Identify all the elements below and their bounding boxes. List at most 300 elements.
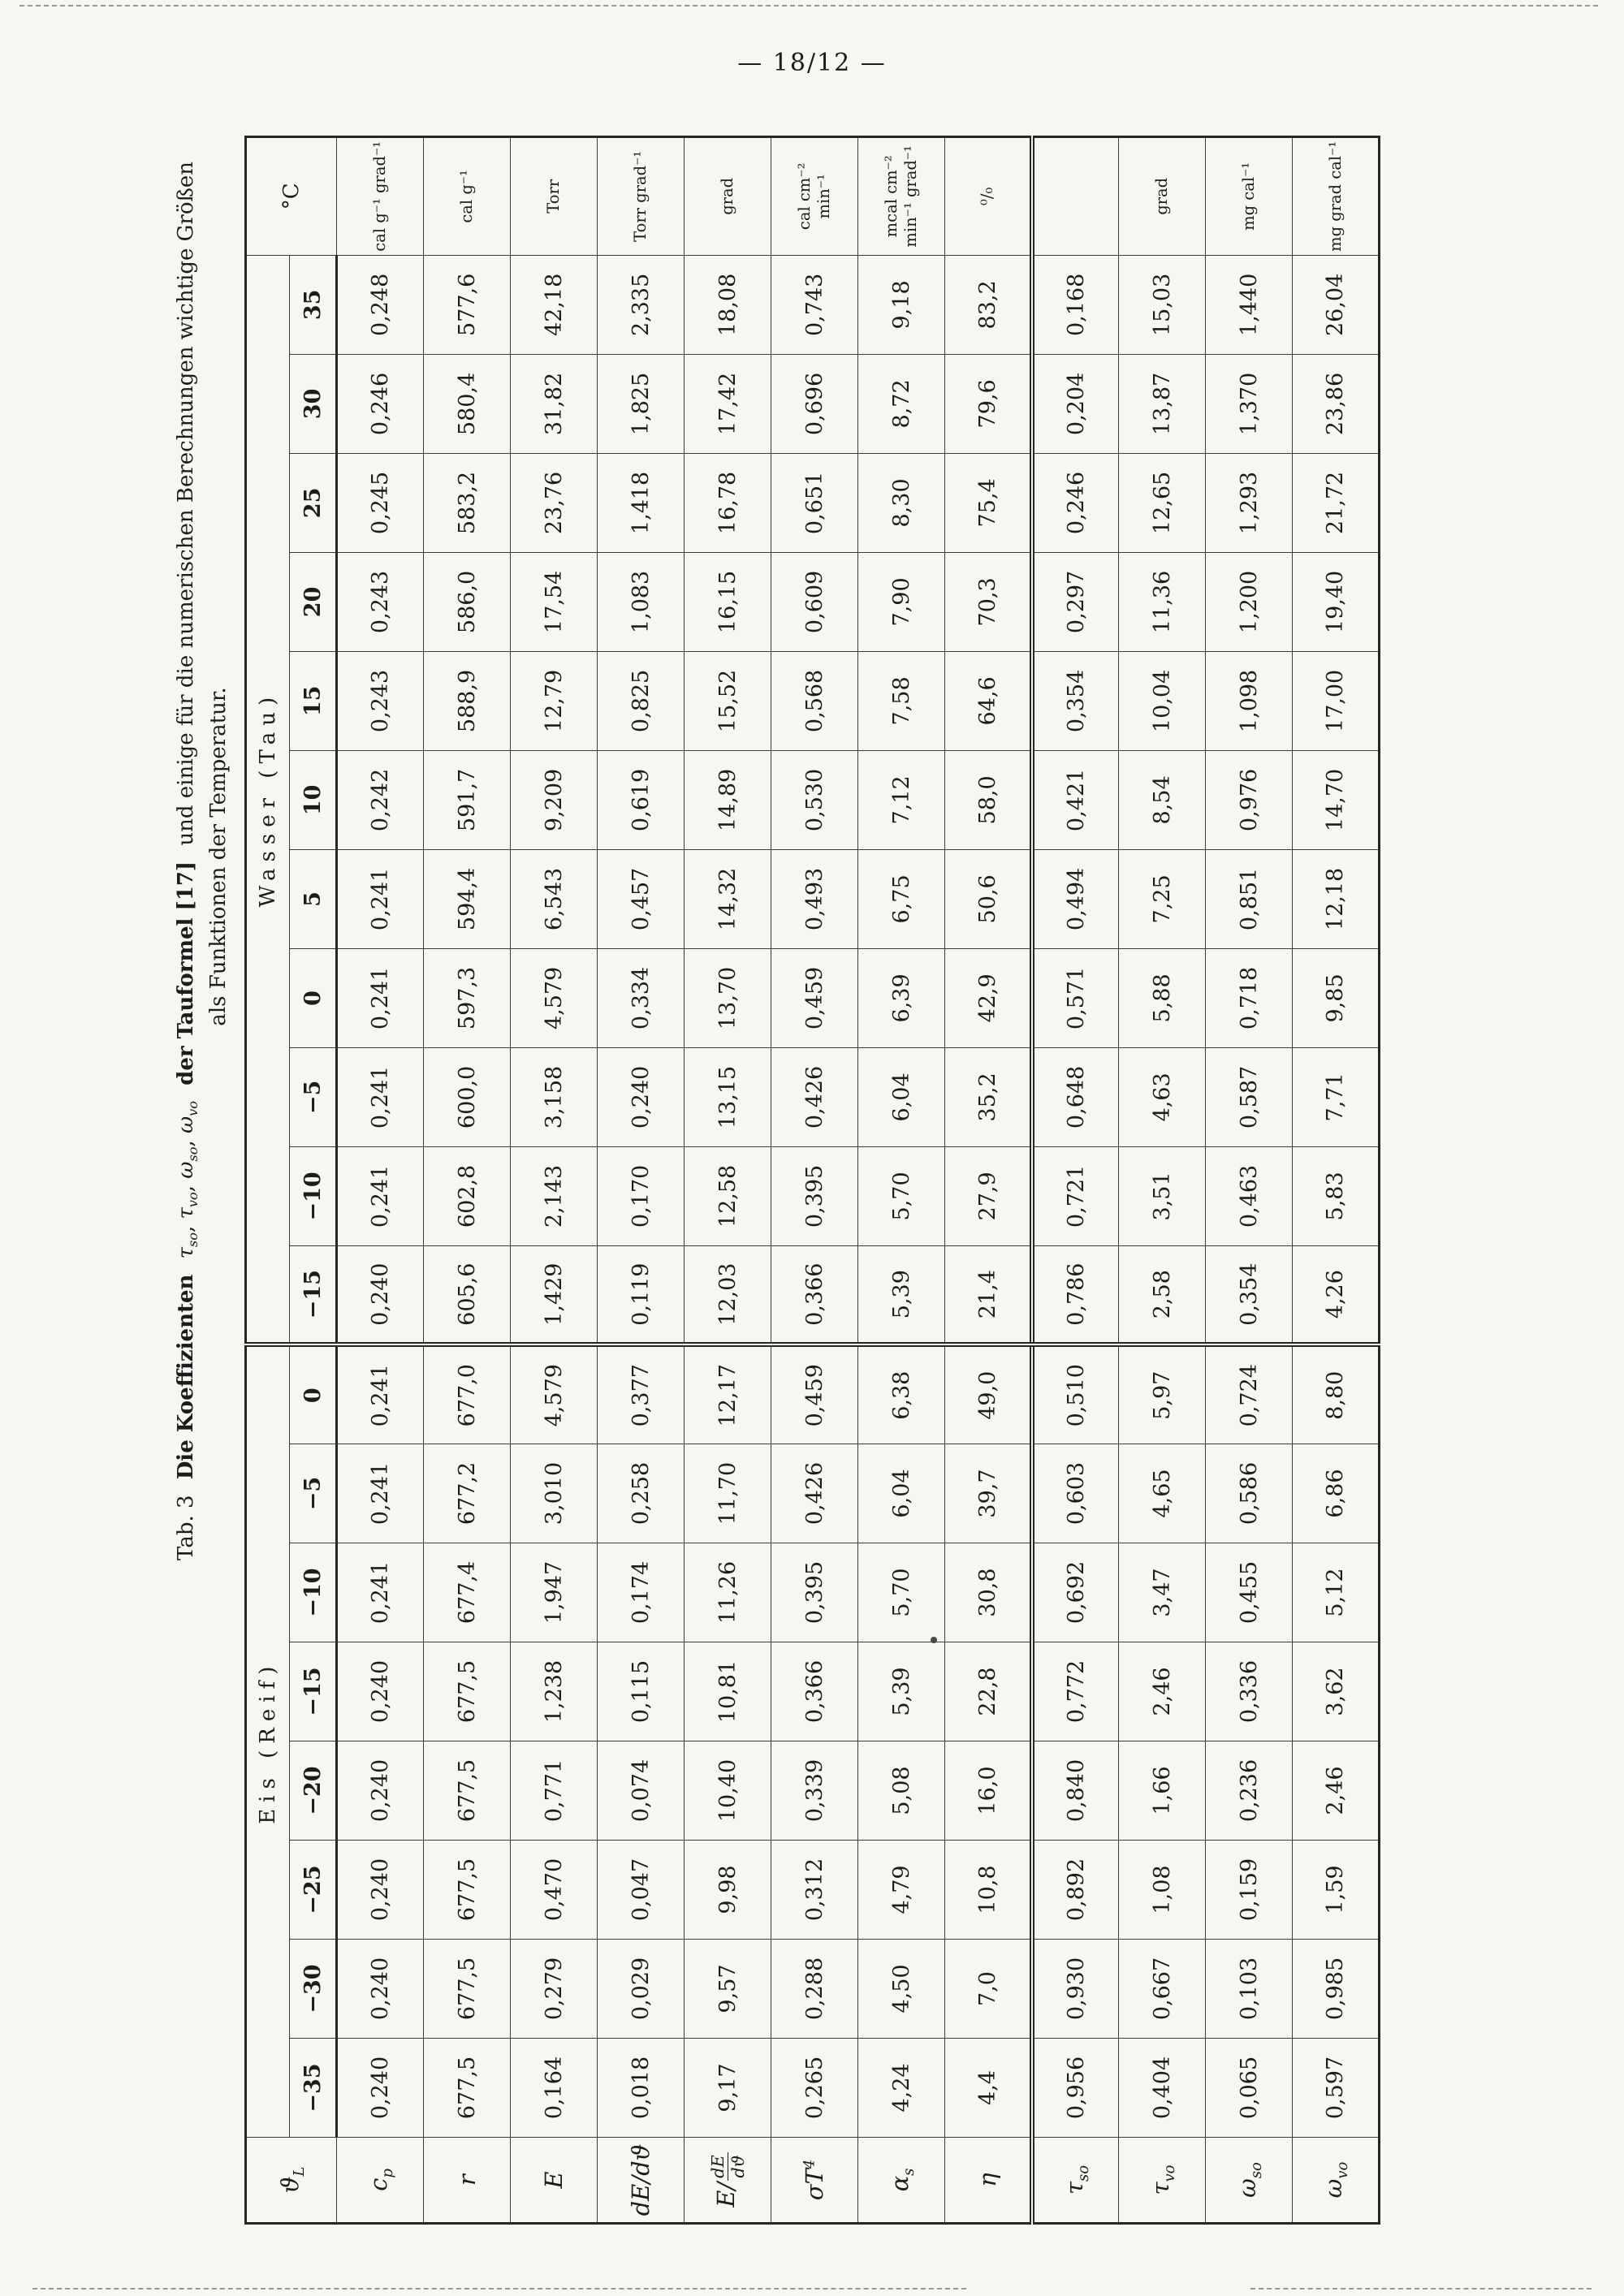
value-cell: 15,52 bbox=[685, 651, 771, 750]
table-row bbox=[1206, 136, 1293, 2223]
value-cell: 0,242 bbox=[337, 750, 424, 849]
value-cell: 0,265 bbox=[771, 2039, 858, 2138]
value-cell: 5,70 bbox=[858, 1543, 945, 1642]
value-cell: 58,0 bbox=[945, 750, 1032, 849]
temp-header-cell: −30 bbox=[290, 1940, 337, 2039]
value-cell: 591,7 bbox=[424, 750, 511, 849]
value-cell: 4,24 bbox=[858, 2039, 945, 2138]
value-cell: 0,336 bbox=[1206, 1642, 1293, 1741]
table-row bbox=[1119, 136, 1206, 2223]
value-cell: 0,825 bbox=[598, 651, 685, 750]
temp-header-cell: 15 bbox=[290, 651, 337, 750]
value-cell: 0,586 bbox=[1206, 1444, 1293, 1543]
temp-header-cell: −5 bbox=[290, 1047, 337, 1146]
value-cell: 0,240 bbox=[337, 1841, 424, 1940]
value-cell: 8,72 bbox=[858, 354, 945, 453]
row-label bbox=[1119, 2138, 1206, 2224]
temperature-header-row bbox=[290, 136, 337, 2223]
value-cell: 0,724 bbox=[1206, 1344, 1293, 1444]
value-cell: 12,79 bbox=[511, 651, 598, 750]
value-cell: 0,168 bbox=[1032, 255, 1119, 354]
value-cell: 1,440 bbox=[1206, 255, 1293, 354]
row-label bbox=[1032, 2138, 1119, 2224]
value-cell: 602,8 bbox=[424, 1146, 511, 1245]
value-cell: 15,03 bbox=[1119, 255, 1206, 354]
value-cell: 677,5 bbox=[424, 1741, 511, 1841]
label-text: E bbox=[540, 2171, 568, 2189]
value-cell: 0,246 bbox=[1032, 453, 1119, 552]
temp-header-cell: 30 bbox=[290, 354, 337, 453]
row-label bbox=[858, 2138, 945, 2224]
value-cell: 0,568 bbox=[771, 651, 858, 750]
temp-header-cell: −15 bbox=[290, 1642, 337, 1741]
scan-edge-bottom-left bbox=[32, 2288, 966, 2290]
unit-cell: mcal cm⁻² min⁻¹ grad⁻¹ bbox=[858, 136, 945, 255]
value-cell: 0,288 bbox=[771, 1940, 858, 2039]
value-cell: 0,930 bbox=[1032, 1940, 1119, 2039]
value-cell: 0,587 bbox=[1206, 1047, 1293, 1146]
value-cell: 5,39 bbox=[858, 1245, 945, 1344]
value-cell: 0,892 bbox=[1032, 1841, 1119, 1940]
value-cell: 1,238 bbox=[511, 1642, 598, 1741]
value-cell: 0,241 bbox=[337, 1047, 424, 1146]
value-cell: 9,57 bbox=[685, 1940, 771, 2039]
value-cell: 1,825 bbox=[598, 354, 685, 453]
symbol-subscript: so bbox=[185, 1232, 201, 1247]
coefficients-table bbox=[244, 136, 1380, 2225]
value-cell: 9,85 bbox=[1293, 948, 1380, 1047]
symbol-base: ω bbox=[174, 1161, 198, 1179]
value-cell: 0,603 bbox=[1032, 1444, 1119, 1543]
value-cell: 31,82 bbox=[511, 354, 598, 453]
value-cell: 3,62 bbox=[1293, 1642, 1380, 1741]
label-subscript: vo bbox=[1160, 2164, 1178, 2182]
value-cell: 16,0 bbox=[945, 1741, 1032, 1841]
table-row bbox=[1293, 136, 1380, 2223]
value-cell: 677,2 bbox=[424, 1444, 511, 1543]
table-row bbox=[1032, 136, 1119, 2223]
value-cell: 0,243 bbox=[337, 651, 424, 750]
value-cell: 5,97 bbox=[1119, 1344, 1206, 1444]
value-cell: 5,39 bbox=[858, 1642, 945, 1741]
value-cell: 5,08 bbox=[858, 1741, 945, 1841]
group-header-wasser: Wasser (Tau) bbox=[246, 255, 290, 1344]
value-cell: 8,30 bbox=[858, 453, 945, 552]
value-cell: 600,0 bbox=[424, 1047, 511, 1146]
value-cell: 0,246 bbox=[337, 354, 424, 453]
value-cell: 16,15 bbox=[685, 552, 771, 651]
unit-cell: cal cm⁻² min⁻¹ bbox=[771, 136, 858, 255]
row-label bbox=[424, 2138, 511, 2224]
unit-cell: mg cal⁻¹ bbox=[1206, 136, 1293, 255]
value-cell: 12,65 bbox=[1119, 453, 1206, 552]
value-cell: 0,065 bbox=[1206, 2039, 1293, 2138]
value-cell: 0,455 bbox=[1206, 1543, 1293, 1642]
table-row bbox=[771, 136, 858, 2223]
symbol-separator: , bbox=[174, 1178, 198, 1193]
value-cell: 0,721 bbox=[1032, 1146, 1119, 1245]
table-row bbox=[424, 136, 511, 2223]
label-text: dE/dϑ bbox=[627, 2143, 655, 2216]
coefficients-block-2 bbox=[1032, 136, 1380, 2223]
value-cell: 6,86 bbox=[1293, 1444, 1380, 1543]
temp-header-cell: −5 bbox=[290, 1444, 337, 1543]
row-label bbox=[945, 2138, 1032, 2224]
label-subscript: so bbox=[1247, 2162, 1265, 2179]
unit-cell: cal g⁻¹ grad⁻¹ bbox=[337, 136, 424, 255]
value-cell: 5,70 bbox=[858, 1146, 945, 1245]
coefficient-symbol bbox=[174, 1101, 201, 1134]
table-row bbox=[337, 136, 424, 2223]
value-cell: 9,18 bbox=[858, 255, 945, 354]
value-cell: 597,3 bbox=[424, 948, 511, 1047]
value-cell: 0,530 bbox=[771, 750, 858, 849]
value-cell: 7,12 bbox=[858, 750, 945, 849]
temp-header-cell: 25 bbox=[290, 453, 337, 552]
value-cell: 7,90 bbox=[858, 552, 945, 651]
value-cell: 0,459 bbox=[771, 1344, 858, 1444]
value-cell: 0,976 bbox=[1206, 750, 1293, 849]
value-cell: 4,50 bbox=[858, 1940, 945, 2039]
value-cell: 21,72 bbox=[1293, 453, 1380, 552]
value-cell: 23,86 bbox=[1293, 354, 1380, 453]
value-cell: 0,354 bbox=[1206, 1245, 1293, 1344]
label-subscript: so bbox=[1075, 2164, 1093, 2182]
value-cell: 23,76 bbox=[511, 453, 598, 552]
value-cell: 0,241 bbox=[337, 1146, 424, 1245]
value-cell: 21,4 bbox=[945, 1245, 1032, 1344]
value-cell: 580,4 bbox=[424, 354, 511, 453]
value-cell: 27,9 bbox=[945, 1146, 1032, 1245]
corner-header-theta-L bbox=[246, 2138, 337, 2224]
value-cell: 7,25 bbox=[1119, 849, 1206, 948]
title-symbols bbox=[174, 1101, 201, 1259]
value-cell: 1,083 bbox=[598, 552, 685, 651]
table-row bbox=[598, 136, 685, 2223]
title-tauformel: der Tauformel [17] bbox=[174, 861, 198, 1085]
value-cell: 8,80 bbox=[1293, 1344, 1380, 1444]
unit-cell: Torr grad⁻¹ bbox=[598, 136, 685, 255]
value-cell: 0,609 bbox=[771, 552, 858, 651]
value-cell: 79,6 bbox=[945, 354, 1032, 453]
temp-header-cell: −10 bbox=[290, 1146, 337, 1245]
value-cell: 4,579 bbox=[511, 1344, 598, 1444]
value-cell: 17,00 bbox=[1293, 651, 1380, 750]
value-cell: 39,7 bbox=[945, 1444, 1032, 1543]
group-header-row bbox=[246, 136, 290, 2223]
table-row bbox=[858, 136, 945, 2223]
value-cell: 0,470 bbox=[511, 1841, 598, 1940]
label-base: σT bbox=[801, 2169, 829, 2201]
value-cell: 0,164 bbox=[511, 2039, 598, 2138]
label-superscript: 4 bbox=[801, 2159, 818, 2169]
value-cell: 0,279 bbox=[511, 1940, 598, 2039]
value-cell: 0,243 bbox=[337, 552, 424, 651]
value-cell: 677,5 bbox=[424, 1841, 511, 1940]
temp-header-cell: −20 bbox=[290, 1741, 337, 1841]
label-text: η bbox=[974, 2173, 1002, 2187]
value-cell: 9,17 bbox=[685, 2039, 771, 2138]
value-cell: 0,786 bbox=[1032, 1245, 1119, 1344]
value-cell: 583,2 bbox=[424, 453, 511, 552]
temp-header-cell: 10 bbox=[290, 750, 337, 849]
value-cell: 0,297 bbox=[1032, 552, 1119, 651]
unit-cell: mg grad cal⁻¹ bbox=[1293, 136, 1380, 255]
value-cell: 0,204 bbox=[1032, 354, 1119, 453]
value-cell: 0,174 bbox=[598, 1543, 685, 1642]
value-cell: 1,098 bbox=[1206, 651, 1293, 750]
value-cell: 1,947 bbox=[511, 1543, 598, 1642]
value-cell: 6,04 bbox=[858, 1444, 945, 1543]
value-cell: 0,159 bbox=[1206, 1841, 1293, 1940]
table-row bbox=[511, 136, 598, 2223]
value-cell: 7,0 bbox=[945, 1940, 1032, 2039]
value-cell: 0,334 bbox=[598, 948, 685, 1047]
symbol-subscript: so bbox=[185, 1146, 201, 1162]
value-cell: 0,956 bbox=[1032, 2039, 1119, 2138]
value-cell: 0,840 bbox=[1032, 1741, 1119, 1841]
value-cell: 13,15 bbox=[685, 1047, 771, 1146]
value-cell: 605,6 bbox=[424, 1245, 511, 1344]
value-cell: 0,377 bbox=[598, 1344, 685, 1444]
scan-edge-bottom-right bbox=[1250, 2288, 1592, 2290]
value-cell: 0,312 bbox=[771, 1841, 858, 1940]
row-label bbox=[1206, 2138, 1293, 2224]
value-cell: 6,38 bbox=[858, 1344, 945, 1444]
value-cell: 9,209 bbox=[511, 750, 598, 849]
unit-cell bbox=[1032, 136, 1119, 255]
value-cell: 0,426 bbox=[771, 1444, 858, 1543]
temp-header-cell: 20 bbox=[290, 552, 337, 651]
value-cell: 1,418 bbox=[598, 453, 685, 552]
value-cell: 0,241 bbox=[337, 849, 424, 948]
scan-edge-top bbox=[19, 5, 1598, 6]
value-cell: 42,18 bbox=[511, 255, 598, 354]
value-cell: 49,0 bbox=[945, 1344, 1032, 1444]
value-cell: 0,651 bbox=[771, 453, 858, 552]
temp-header-cell: −15 bbox=[290, 1245, 337, 1344]
value-cell: 0,240 bbox=[337, 2039, 424, 2138]
value-cell: 75,4 bbox=[945, 453, 1032, 552]
value-cell: 42,9 bbox=[945, 948, 1032, 1047]
value-cell: 0,366 bbox=[771, 1245, 858, 1344]
coefficient-symbol bbox=[174, 1232, 201, 1259]
value-cell: 677,5 bbox=[424, 2039, 511, 2138]
value-cell: 11,36 bbox=[1119, 552, 1206, 651]
row-label bbox=[598, 2138, 685, 2224]
value-cell: 1,370 bbox=[1206, 354, 1293, 453]
value-cell: 19,40 bbox=[1293, 552, 1380, 651]
value-cell: 5,83 bbox=[1293, 1146, 1380, 1245]
title-line-1 bbox=[171, 138, 203, 1575]
value-cell: 0,696 bbox=[771, 354, 858, 453]
value-cell: 677,4 bbox=[424, 1543, 511, 1642]
row-label bbox=[771, 2138, 858, 2224]
value-cell: 4,26 bbox=[1293, 1245, 1380, 1344]
value-cell: 0,463 bbox=[1206, 1146, 1293, 1245]
label-subscript: p bbox=[378, 2169, 396, 2178]
label-base: ω bbox=[1233, 2178, 1261, 2198]
value-cell: 7,58 bbox=[858, 651, 945, 750]
value-cell: 0,241 bbox=[337, 1444, 424, 1543]
value-cell: 30,8 bbox=[945, 1543, 1032, 1642]
row-label bbox=[337, 2138, 424, 2224]
title-line-2: als Funktionen der Temperatur. bbox=[206, 687, 231, 1026]
value-cell: 0,241 bbox=[337, 1543, 424, 1642]
value-cell: 4,579 bbox=[511, 948, 598, 1047]
value-cell: 26,04 bbox=[1293, 255, 1380, 354]
value-cell: 0,248 bbox=[337, 255, 424, 354]
unit-cell: grad bbox=[685, 136, 771, 255]
row-label bbox=[511, 2138, 598, 2224]
value-cell: 1,59 bbox=[1293, 1841, 1380, 1940]
value-cell: 2,58 bbox=[1119, 1245, 1206, 1344]
label-subscript: vo bbox=[1334, 2161, 1352, 2179]
value-cell: 0,241 bbox=[337, 1344, 424, 1444]
label-base: τ bbox=[1146, 2182, 1174, 2195]
value-cell: 0,115 bbox=[598, 1642, 685, 1741]
value-cell: 3,010 bbox=[511, 1444, 598, 1543]
value-cell: 2,335 bbox=[598, 255, 685, 354]
value-cell: 588,9 bbox=[424, 651, 511, 750]
value-cell: 1,200 bbox=[1206, 552, 1293, 651]
value-cell: 0,718 bbox=[1206, 948, 1293, 1047]
label-fraction bbox=[708, 2152, 748, 2181]
temp-header-cell: −25 bbox=[290, 1841, 337, 1940]
value-cell: 14,32 bbox=[685, 849, 771, 948]
symbol-base: τ bbox=[174, 1246, 198, 1259]
value-cell: 0,119 bbox=[598, 1245, 685, 1344]
value-cell: 0,985 bbox=[1293, 1940, 1380, 2039]
value-cell: 1,08 bbox=[1119, 1841, 1206, 1940]
symbol-separator: , bbox=[174, 1133, 198, 1147]
value-cell: 64,6 bbox=[945, 651, 1032, 750]
value-cell: 3,51 bbox=[1119, 1146, 1206, 1245]
value-cell: 2,143 bbox=[511, 1146, 598, 1245]
table-title bbox=[171, 138, 235, 1575]
symbol-subscript: vo bbox=[185, 1192, 201, 1208]
label-text: r bbox=[453, 2174, 482, 2186]
value-cell: 0,404 bbox=[1119, 2039, 1206, 2138]
fraction-numerator: dE bbox=[707, 2155, 728, 2178]
value-cell: 0,457 bbox=[598, 849, 685, 948]
row-label bbox=[685, 2138, 771, 2224]
value-cell: 0,047 bbox=[598, 1841, 685, 1940]
value-cell: 0,170 bbox=[598, 1146, 685, 1245]
value-cell: 0,597 bbox=[1293, 2039, 1380, 2138]
value-cell: 22,8 bbox=[945, 1642, 1032, 1741]
value-cell: 1,66 bbox=[1119, 1741, 1206, 1841]
value-cell: 4,4 bbox=[945, 2039, 1032, 2138]
value-cell: 0,240 bbox=[337, 1245, 424, 1344]
value-cell: 677,5 bbox=[424, 1940, 511, 2039]
value-cell: 0,421 bbox=[1032, 750, 1119, 849]
unit-column-header: °C bbox=[246, 136, 337, 255]
value-cell: 0,366 bbox=[771, 1642, 858, 1741]
value-cell: 4,63 bbox=[1119, 1047, 1206, 1146]
value-cell: 18,08 bbox=[685, 255, 771, 354]
value-cell: 13,70 bbox=[685, 948, 771, 1047]
title-tab-label: Tab. 3 bbox=[174, 1495, 198, 1560]
value-cell: 0,459 bbox=[771, 948, 858, 1047]
page-number: — 18/12 — bbox=[737, 49, 887, 77]
label-base: α bbox=[885, 2175, 914, 2192]
symbol-separator: , bbox=[174, 1219, 198, 1233]
value-cell: 5,88 bbox=[1119, 948, 1206, 1047]
value-cell: 12,58 bbox=[685, 1146, 771, 1245]
value-cell: 70,3 bbox=[945, 552, 1032, 651]
value-cell: 1,293 bbox=[1206, 453, 1293, 552]
value-cell: 0,648 bbox=[1032, 1047, 1119, 1146]
value-cell: 0,771 bbox=[511, 1741, 598, 1841]
value-cell: 0,619 bbox=[598, 750, 685, 849]
value-cell: 17,54 bbox=[511, 552, 598, 651]
value-cell: 0,240 bbox=[598, 1047, 685, 1146]
value-cell: 594,4 bbox=[424, 849, 511, 948]
value-cell: 2,46 bbox=[1293, 1741, 1380, 1841]
title-rest: und einige für die numerischen Berechnungen wichtige Größen bbox=[174, 161, 198, 846]
value-cell: 0,510 bbox=[1032, 1344, 1119, 1444]
value-cell: 12,03 bbox=[685, 1245, 771, 1344]
value-cell: 0,339 bbox=[771, 1741, 858, 1841]
label-subscript: s bbox=[900, 2168, 918, 2176]
value-cell: 0,354 bbox=[1032, 651, 1119, 750]
value-cell: 11,26 bbox=[685, 1543, 771, 1642]
temp-header-cell: 0 bbox=[290, 948, 337, 1047]
value-cell: 0,029 bbox=[598, 1940, 685, 2039]
value-cell: 35,2 bbox=[945, 1047, 1032, 1146]
value-cell: 13,87 bbox=[1119, 354, 1206, 453]
row-label bbox=[1293, 2138, 1380, 2224]
value-cell: 16,78 bbox=[685, 453, 771, 552]
value-cell: 10,40 bbox=[685, 1741, 771, 1841]
coefficient-symbol bbox=[174, 1192, 201, 1219]
value-cell: 6,75 bbox=[858, 849, 945, 948]
table-row bbox=[685, 136, 771, 2223]
value-cell: 14,70 bbox=[1293, 750, 1380, 849]
temp-header-cell: 0 bbox=[290, 1344, 337, 1444]
value-cell: 677,5 bbox=[424, 1642, 511, 1741]
value-cell: 11,70 bbox=[685, 1444, 771, 1543]
value-cell: 5,12 bbox=[1293, 1543, 1380, 1642]
value-cell: 10,81 bbox=[685, 1642, 771, 1741]
group-header-eis: Eis (Reif) bbox=[246, 1344, 290, 2137]
value-cell: 9,98 bbox=[685, 1841, 771, 1940]
value-cell: 577,6 bbox=[424, 255, 511, 354]
value-cell: 0,103 bbox=[1206, 1940, 1293, 2039]
value-cell: 0,772 bbox=[1032, 1642, 1119, 1741]
temp-header-cell: 35 bbox=[290, 255, 337, 354]
rotated-table-area bbox=[171, 138, 1470, 2225]
value-cell: 0,074 bbox=[598, 1741, 685, 1841]
value-cell: 6,39 bbox=[858, 948, 945, 1047]
temp-header-cell: 5 bbox=[290, 849, 337, 948]
corner-base: ϑ bbox=[275, 2176, 304, 2194]
value-cell: 0,667 bbox=[1119, 1940, 1206, 2039]
label-base: c bbox=[364, 2177, 392, 2191]
value-cell: 0,236 bbox=[1206, 1741, 1293, 1841]
symbol-base: τ bbox=[174, 1207, 198, 1219]
fraction-denominator: dϑ bbox=[728, 2152, 748, 2181]
unit-cell: ⁰/₀ bbox=[945, 136, 1032, 255]
label-base: τ bbox=[1060, 2182, 1089, 2195]
temp-header-cell: −35 bbox=[290, 2039, 337, 2138]
coefficients-block-1 bbox=[337, 136, 1032, 2223]
value-cell: 6,543 bbox=[511, 849, 598, 948]
value-cell: 12,17 bbox=[685, 1344, 771, 1444]
coefficient-symbol bbox=[174, 1146, 201, 1179]
value-cell: 7,71 bbox=[1293, 1047, 1380, 1146]
